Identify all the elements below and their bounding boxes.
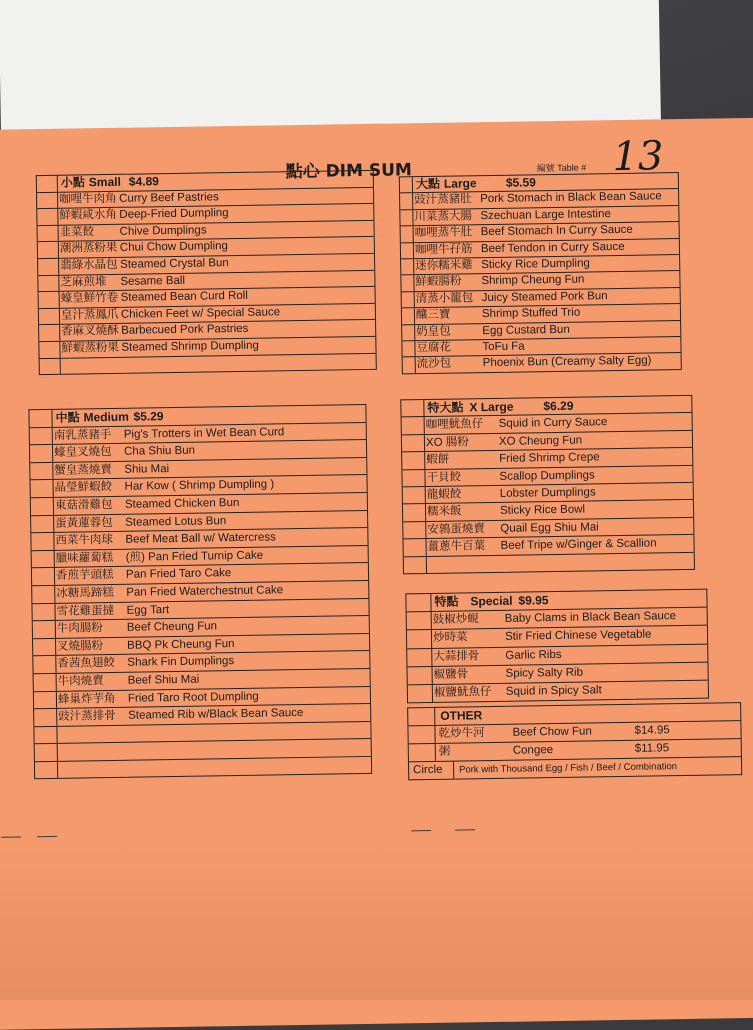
medium-heading-en: Medium — [83, 409, 129, 425]
xlarge-item-en: Sticky Rice Bowl — [499, 503, 586, 518]
medium-item-zh: 東菇滑雞包 — [54, 498, 113, 512]
column-divider — [435, 744, 436, 761]
large-item-zh: 川菜蒸大腸 — [414, 210, 473, 223]
xlarge-item-zh: 安鶉蛋燒賣 — [427, 522, 485, 536]
xlarge-item-zh: 干貝餃 — [426, 471, 462, 484]
column-divider — [51, 410, 52, 427]
large-item-zh: 奶皇包 — [416, 325, 451, 338]
medium-item-zh: 晶瑩鮮蝦餃 — [54, 481, 113, 495]
column-divider — [426, 557, 427, 573]
large-item-zh: 咖哩牛孖筋 — [414, 242, 473, 256]
small-item-en: Chicken Feet w/ Special Sauce — [120, 306, 281, 321]
large-heading-price: $5.59 — [505, 175, 537, 190]
other-item-zh: 乾炒牛河 — [438, 727, 485, 740]
column-divider — [434, 726, 435, 743]
large-item-en: Shrimp Cheung Fun — [481, 273, 585, 288]
xlarge-item-zh: XO 腸粉 — [425, 436, 469, 449]
other-item-price: $14.95 — [634, 724, 670, 737]
medium-item-en: Shiu Mai — [124, 462, 170, 476]
medium-item-en: Pan Fried Taro Cake — [125, 567, 232, 582]
small-item-en: Steamed Bean Curd Roll — [120, 289, 248, 304]
paper-shadow — [0, 830, 753, 1000]
xlarge-heading-price: $6.29 — [543, 398, 574, 414]
medium-item-zh: 冰糖馬蹄糕 — [56, 586, 114, 600]
column-divider — [434, 708, 435, 725]
large-section — [399, 172, 682, 374]
column-divider — [412, 177, 413, 192]
special-item-en: Spicy Salty Rib — [505, 666, 584, 680]
small-item-en: Barbecued Pork Pastries — [121, 323, 249, 338]
small-item-en: Steamed Shrimp Dumpling — [121, 339, 259, 354]
column-divider — [453, 762, 454, 779]
large-item-en: Phoenix Bun (Creamy Salty Egg) — [482, 354, 652, 370]
xlarge-heading-en: X Large — [469, 399, 514, 415]
xlarge-item-en: Fried Shrimp Crepe — [499, 451, 600, 466]
congee-options: Pork with Thousand Egg / Fish / Beef / Combination — [459, 761, 678, 776]
medium-item-en: Pan Fried Waterchestnut Cake — [126, 584, 284, 599]
medium-item-zh: 蟹皇蒸燒賣 — [54, 463, 112, 477]
xlarge-heading-zh: 特大點 — [427, 400, 464, 416]
special-section — [405, 589, 709, 704]
large-item-zh: 釀三寶 — [415, 308, 451, 322]
column-divider — [57, 762, 58, 779]
small-item-en: Steamed Crystal Bun — [120, 257, 229, 271]
special-heading-en: Special — [470, 593, 513, 609]
large-heading-zh: 大點 — [415, 176, 441, 192]
xlarge-item-zh: 咖哩魷魚仔 — [425, 418, 484, 432]
other-item-zh: 粥 — [438, 745, 451, 758]
small-item-en: Deep-Fried Dumpling — [119, 207, 229, 222]
medium-item-zh: 牛肉燒賣 — [57, 675, 104, 688]
small-heading-en: Small — [88, 174, 121, 190]
small-item-zh: 韭菜餃 — [59, 226, 95, 239]
small-item-zh: 潮洲蒸粉果 — [59, 242, 118, 256]
medium-item-en: BBQ Pk Cheung Fun — [127, 637, 235, 652]
xlarge-item-zh: 薑蔥牛百葉 — [427, 540, 486, 554]
small-heading-zh: 小點 — [60, 175, 85, 190]
medium-item-zh: 叉燒腸粉 — [57, 639, 104, 653]
medium-item-zh: 西菜牛肉球 — [55, 534, 114, 548]
large-item-en: Juicy Steamed Pork Bun — [481, 289, 608, 304]
medium-item-en: Pig's Trotters in Wet Bean Curd — [123, 425, 285, 441]
xlarge-item-en: Lobster Dumplings — [499, 486, 596, 500]
large-heading-en: Large — [443, 176, 477, 191]
large-item-en: Beef Tendon in Curry Sauce — [480, 240, 625, 255]
medium-item-zh: 豉汁蒸排骨 — [58, 710, 116, 723]
medium-item-zh: 臘味蘿蔔糕 — [55, 551, 114, 565]
medium-item-en: Cha Shiu Bun — [123, 444, 196, 458]
medium-item-en: Egg Tart — [126, 603, 170, 617]
small-item-zh: 翡綠水晶包 — [60, 258, 118, 272]
medium-item-en: Beef Cheung Fun — [126, 620, 218, 634]
small-heading-price: $4.89 — [128, 174, 159, 189]
column-divider — [57, 176, 58, 192]
large-item-zh: 豉汁蒸豬肚 — [414, 193, 472, 207]
xlarge-item-zh: 糯米飯 — [426, 505, 462, 519]
medium-item-en: Har Kow ( Shrimp Dumpling ) — [124, 478, 275, 494]
handwritten-table-number: 13 — [612, 133, 664, 181]
xlarge-item-en: Squid in Curry Sauce — [498, 416, 608, 431]
small-item-en: Chive Dumplings — [119, 224, 207, 238]
large-item-en: Szechuan Large Intestine — [480, 207, 611, 222]
medium-item-zh: 香茜魚翅餃 — [57, 657, 115, 671]
column-divider — [423, 400, 424, 416]
medium-item-zh: 香煎芋頭糕 — [55, 569, 114, 583]
other-item-en: Congee — [512, 744, 554, 757]
xlarge-item-zh: 龍蝦餃 — [426, 488, 462, 501]
medium-heading-zh: 中點 — [55, 410, 80, 425]
special-item-zh: 椒鹽骨 — [433, 668, 469, 681]
xlarge-item-row[interactable] — [404, 552, 694, 573]
special-item-en: Garlic Ribs — [505, 648, 562, 662]
special-item-zh: 椒鹽魷魚仔 — [433, 685, 492, 699]
large-item-zh: 豆腐花 — [416, 341, 452, 355]
special-heading-price: $9.95 — [518, 593, 549, 608]
medium-item-zh: 雪花雞蛋撻 — [56, 604, 115, 618]
xlarge-item-en: Scallop Dumplings — [499, 468, 595, 483]
xlarge-item-en: Quail Egg Shiu Mai — [500, 521, 599, 535]
medium-item-zh: 牛肉腸粉 — [56, 622, 103, 635]
medium-item-en: Steamed Chicken Bun — [124, 496, 240, 511]
small-section — [36, 170, 377, 375]
other-item-en: Beef Chow Fun — [512, 725, 592, 739]
medium-item-en: Beef Shiu Mai — [127, 673, 200, 687]
large-item-en: Shrimp Stuffed Trio — [481, 306, 581, 321]
large-item-en: Sticky Rice Dumpling — [481, 257, 590, 272]
large-item-zh: 清蒸小籠包 — [415, 292, 474, 305]
special-item-zh: 鼓椒炒蜆 — [432, 613, 479, 627]
column-divider — [60, 358, 61, 374]
large-item-en: ToFu Fa — [482, 340, 525, 354]
medium-item-en: Beef Meat Ball w/ Watercress — [125, 531, 276, 546]
xlarge-item-zh: 蝦餅 — [426, 453, 450, 467]
menu-title: 點心 DIM SUM — [285, 160, 412, 183]
small-item-zh: 咖哩牛肉角 — [59, 192, 117, 206]
large-item-zh: 咖哩蒸牛肚 — [414, 226, 473, 240]
special-item-zh: 大蒜排骨 — [433, 649, 480, 663]
medium-heading-price: $5.29 — [133, 409, 164, 424]
other-item-price: $11.95 — [634, 742, 670, 755]
large-item-en: Egg Custard Bun — [482, 323, 570, 337]
circle-label: Circle — [413, 763, 443, 777]
large-item-row[interactable] — [403, 353, 681, 373]
small-item-en: Curry Beef Pastries — [118, 190, 219, 205]
special-heading-zh: 特點 — [434, 594, 459, 609]
xlarge-section — [400, 395, 695, 574]
medium-item-en: Steamed Rib w/Black Bean Sauce — [128, 707, 304, 722]
medium-item-zh: 蠔皇叉燒包 — [53, 446, 112, 460]
large-item-zh: 流沙包 — [416, 357, 452, 371]
medium-item-zh: 蜂巢炸芋角 — [57, 692, 116, 706]
small-item-zh: 香麻叉燒酥 — [61, 325, 119, 339]
xlarge-item-en: Beef Tripe w/Ginger & Scallion — [500, 537, 657, 552]
medium-item-en: Fried Taro Root Dumpling — [127, 690, 259, 705]
medium-item-en: (煎) Pan Fried Turnip Cake — [125, 549, 264, 564]
small-item-zh: 皇汁蒸鳳爪 — [60, 308, 119, 322]
other-heading: OTHER — [440, 708, 483, 723]
small-item-en: Sesame Ball — [120, 274, 186, 288]
small-item-zh: 蠔皇鮮竹卷 — [60, 292, 119, 305]
special-item-row[interactable] — [408, 681, 708, 703]
special-item-en: Baby Clams in Black Bean Sauce — [504, 610, 677, 626]
other-section — [407, 702, 742, 780]
medium-section — [28, 404, 372, 780]
large-item-zh: 迷你糯米雞 — [415, 259, 473, 273]
column-divider — [57, 744, 58, 761]
column-divider — [56, 727, 57, 744]
special-item-en: Squid in Spicy Salt — [505, 684, 602, 698]
medium-item-zh: 蛋黃蓮蓉包 — [55, 516, 113, 530]
medium-item-en: Shark Fin Dumplings — [127, 655, 235, 670]
large-item-en: Beef Stomach In Curry Sauce — [480, 223, 633, 239]
large-item-en: Pork Stomach in Black Bean Sauce — [480, 190, 662, 206]
medium-item-en: Steamed Lotus Bun — [125, 514, 227, 529]
xlarge-item-en: XO Cheung Fun — [498, 434, 583, 448]
small-item-zh: 芝麻煎堆 — [60, 275, 107, 289]
medium-item-zh: 南乳蒸豬手 — [53, 428, 112, 442]
small-item-en: Chui Chow Dumpling — [119, 240, 228, 255]
large-item-zh: 鮮蝦腸粉 — [415, 275, 462, 289]
small-item-zh: 鮮蝦咸水角 — [59, 209, 117, 222]
table-number-label: 編號 Table # — [536, 162, 587, 174]
column-divider — [430, 594, 431, 611]
small-item-zh: 鮮蝦蒸粉果 — [61, 341, 120, 355]
special-item-zh: 炒時菜 — [432, 631, 468, 645]
special-item-en: Stir Fried Chinese Vegetable — [504, 628, 652, 644]
